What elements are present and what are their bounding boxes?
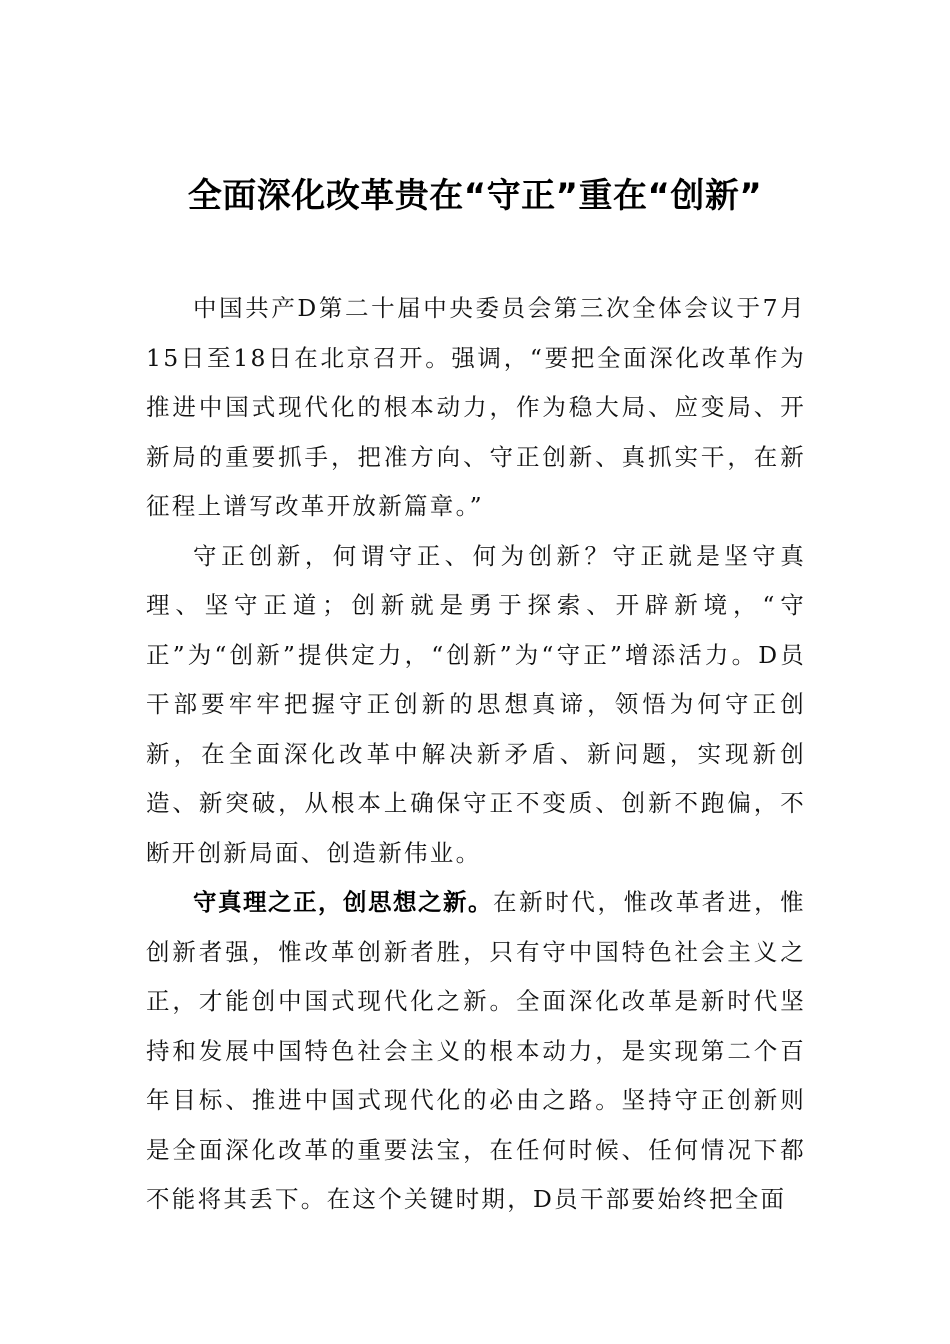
paragraph-2 bbox=[146, 532, 806, 879]
paragraph-3 bbox=[146, 878, 806, 1225]
paragraph-3-text: 在新时代，惟改革者进，惟创新者强，惟改革创新者胜，只有守中国特色社会主义之正，才能创中国式现代化之新。全面深化改革是新时代坚持和发展中国特色社会主义的根本动力，是实现第二个百年目标、推进中国式现代化的必由之路。坚持守正创新则是全面深化改革的重要法宝，在任何时候、任何情况下都不能将其丢下。在这个关键时期，D员干部要始终把全面 bbox=[146, 888, 806, 1213]
paragraph-1-text: 中国共产D第二十届中央委员会第三次全体会议于7月15日至18日在北京召开。强调，“要把全面深化改革作为推进中国式现代化的根本动力，作为稳大局、应变局、开新局的重要抓手，把准方向、守正创新、真抓实干，在新征程上谱写改革开放新篇章。” bbox=[146, 294, 806, 520]
paragraph-1 bbox=[146, 284, 806, 532]
document-body bbox=[146, 284, 806, 1225]
paragraph-2-text: 守正创新，何谓守正、何为创新？守正就是坚守真理、坚守正道；创新就是勇于探索、开辟新境，“守正”为“创新”提供定力，“创新”为“守正”增添活力。D员干部要牢牢把握守正创新的思想真谛，领悟为何守正创新，在全面深化改革中解决新矛盾、新问题，实现新创造、新突破，从根本上确保守正不变质、创新不跑偏，不断开创新局面、创造新伟业。 bbox=[146, 541, 806, 867]
paragraph-3-lead: 守真理之正，创思想之新。 bbox=[193, 888, 494, 916]
document-title: 全面深化改革贵在“守正”重在“创新” bbox=[187, 176, 763, 216]
